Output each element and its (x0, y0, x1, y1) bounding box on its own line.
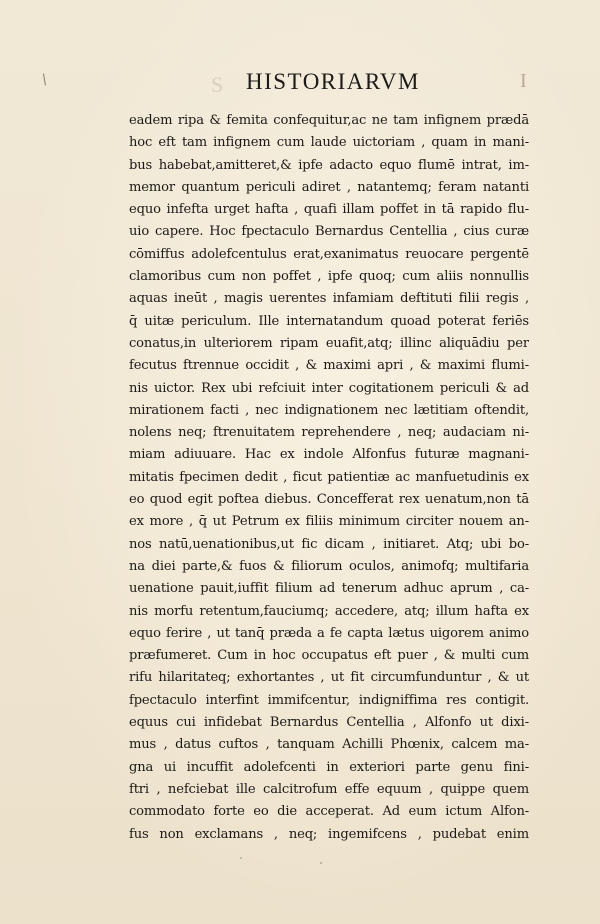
text-line: aquas ineūt , magis uerentes infamiam deftituti filii regis , (129, 291, 529, 307)
text-line: nolens neq; ftrenuitatem reprehendere , neq; audaciam ni- (129, 425, 529, 441)
text-line: fecutus ftrennue occidit , & maximi apri , & maximi flumi- (129, 358, 529, 374)
text-line: cōmiffus adolefcentulus erat,exanimatus reuocare pergentē (129, 246, 529, 262)
text-line: equo infefta urget hafta , quafi illam poffet in tā rapido flu- (129, 202, 529, 218)
running-title: HISTORIARVM (246, 69, 420, 94)
folio-bleed-mark: I (520, 70, 527, 92)
text-line: clamoribus cum non poffet , ipfe quoq; cum aliis nonnullis (129, 269, 529, 285)
text-line: nis uictor. Rex ubi refciuit inter cogitationem periculi & ad (129, 380, 529, 396)
text-block (129, 110, 529, 846)
text-line: rifu hilaritateq; exhortantes , ut fit circumfunduntur , & ut (129, 670, 529, 686)
text-line: eadem ripa & femita confequitur,ac ne tam infignem prædā (129, 113, 529, 128)
text-line: fus non exclamans , neq; ingemifcens , pudebat enim (129, 826, 529, 842)
text-line: ex more , q̄ ut Petrum ex filiis minimum circiter nouem an- (129, 514, 529, 530)
text-line: mirationem facti , nec indignationem nec lætitiam oftendit, (129, 402, 529, 418)
text-line: equus cui infidebat Bernardus Centellia , Alfonfo ut dixi- (129, 715, 529, 731)
text-line: miam adiuuare. Hac ex indole Alfonfus futuræ magnani- (129, 447, 529, 463)
text-line: eo quod egit poftea diebus. Concefferat rex uenatum,non tā (129, 492, 529, 508)
text-line: na diei parte,& fuos & filiorum oculos, animofq; multifaria (129, 558, 529, 574)
text-line: nos natū,uenationibus,ut fic dicam , initiaret. Atq; ubi bo- (129, 536, 529, 552)
text-line: commodato forte eo die acceperat. Ad eum ictum Alfon- (129, 804, 529, 820)
text-line: præfumeret. Cum in hoc occupatus eft puer , & multi cum (129, 648, 529, 664)
paper-speck (320, 862, 322, 864)
text-line: uenatione pauit,iuffit filium ad tenerum adhuc aprum , ca- (129, 581, 529, 597)
text-line: gna ui incuffit adolefcenti in exteriori parte genu fini- (129, 759, 529, 775)
text-line: nis morfu retentum,fauciumq; accedere, atq; illum hafta ex (129, 603, 529, 619)
text-line: equo ferire , ut tanq̄ præda a fe capta lætus uigorem animo (129, 625, 529, 641)
text-line: q̄ uitæ periculum. Ille internatandum quoad poterat feriēs (129, 313, 529, 329)
text-line: ftri , nefciebat ille calcitrofum effe equum , quippe quem (129, 781, 529, 797)
margin-mark: \ (40, 71, 48, 89)
bleed-through-letter: S (211, 72, 226, 97)
text-line: mitatis fpecimen dedit , ficut patientiæ ac manfuetudinis ex (129, 469, 529, 485)
text-line: mus , datus cuftos , tanquam Achilli Phœnix, calcem ma- (129, 737, 529, 753)
text-line: hoc eft tam infignem cum laude uictoriam , quam in mani- (129, 135, 529, 151)
text-line: memor quantum periculi adiret , natantemq; feram natanti (129, 179, 529, 195)
text-line: bus habebat,amitteret,& ipfe adacto equo flumē intrat, im- (129, 157, 529, 173)
text-line: conatus,in ulteriorem ripam euafit,atq; illinc aliquādiu per (129, 335, 529, 351)
paper-speck (240, 857, 242, 859)
text-line: fpectaculo interfint immifcentur, indigniffima res contigit. (129, 692, 529, 708)
text-line: uio capere. Hoc fpectaculo Bernardus Centellia , cius curæ (129, 224, 529, 240)
